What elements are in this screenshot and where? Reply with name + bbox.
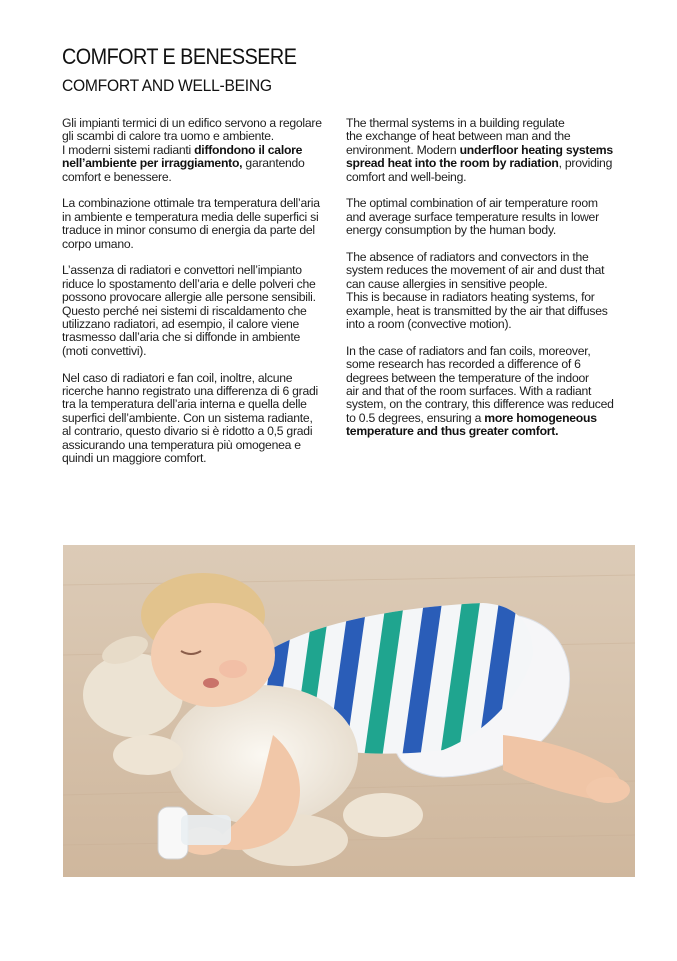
text-line: degrees between the temperature of the indoor	[346, 370, 589, 385]
text-line: traduce in minor consumo di energia da parte del	[62, 223, 315, 238]
text-line: example, heat is transmitted by the air that diffuses	[346, 303, 608, 318]
text-line: I moderni sistemi radianti diffondono il calore	[62, 142, 303, 157]
photo-illustration	[63, 545, 635, 877]
text-line: comfort and well-being.	[346, 169, 467, 184]
english-paragraph-1	[346, 117, 616, 184]
text-line: In the case of radiators and fan coils, moreover,	[346, 343, 591, 358]
italian-paragraph-3	[62, 264, 334, 358]
text-line: assicurando una temperatura più omogenea e	[62, 437, 301, 452]
text-line: L’assenza di radiatori e convettori nell’impianto	[62, 263, 302, 278]
page-title-english: COMFORT AND WELL-BEING	[62, 76, 272, 95]
text-line: system reduces the movement of air and dust that	[346, 263, 605, 278]
italian-paragraph-1	[62, 117, 334, 184]
text-line: superfici dell’ambiente. Con un sistema radiante,	[62, 410, 313, 425]
text-line: La combinazione ottimale tra temperatura dell’aria	[62, 196, 320, 211]
italian-column	[62, 117, 334, 479]
text-line: environment. Modern underfloor heating systems	[346, 142, 613, 157]
italian-paragraph-2	[62, 197, 334, 251]
text-line: Questo perché nei sistemi di riscaldamento che	[62, 303, 307, 318]
text-line: system, on the contrary, this difference was reduced	[346, 397, 614, 412]
text-line: gli scambi di calore tra uomo e ambiente.	[62, 129, 274, 144]
text-line: (moti convettivi).	[62, 343, 147, 358]
text-line: temperature and thus greater comfort.	[346, 424, 559, 439]
mouth	[203, 678, 219, 688]
text-line: the exchange of heat between man and the	[346, 129, 571, 144]
child-face	[151, 603, 275, 707]
text-line: air and that of the room surfaces. With a radiant	[346, 384, 592, 399]
text-line: spread heat into the room by radiation, providing	[346, 156, 613, 171]
italian-paragraph-4	[62, 372, 334, 466]
text-line: riduce lo spostamento dell’aria e delle polveri che	[62, 276, 316, 291]
plush-sheep-leg	[343, 793, 423, 837]
text-line: to 0.5 degrees, ensuring a more homogeneous	[346, 410, 597, 425]
english-column	[346, 117, 616, 452]
text-line: ricerche hanno registrato una differenza di 6 gradi	[62, 384, 318, 399]
text-line: some research has recorded a difference of 6	[346, 357, 581, 372]
text-line: into a room (convective motion).	[346, 317, 512, 332]
english-paragraph-3	[346, 251, 616, 331]
text-line: quindi un maggiore comfort.	[62, 451, 207, 466]
text-line: possono provocare allergie alle persone sensibili.	[62, 290, 316, 305]
text-line: comfort e benessere.	[62, 169, 172, 184]
text-line: tra la temperatura dell’aria interna e quella delle	[62, 397, 307, 412]
text-line: This is because in radiators heating systems, for	[346, 290, 595, 305]
plush-sheep-leg	[113, 735, 183, 775]
english-paragraph-4	[346, 345, 616, 439]
text-line: nell’ambiente per irraggiamento, garantendo	[62, 156, 305, 171]
text-line: corpo umano.	[62, 236, 134, 251]
text-line: Gli impianti termici di un edifico servono a regolare	[62, 116, 322, 130]
text-line: The optimal combination of air temperature room	[346, 196, 598, 211]
text-line: The thermal systems in a building regulate	[346, 116, 565, 130]
text-line: can cause allergies in sensitive people.	[346, 276, 548, 291]
text-line: in ambiente e temperatura media delle superfici si	[62, 209, 319, 224]
text-line: The absence of radiators and convectors in the	[346, 250, 589, 265]
english-paragraph-2	[346, 197, 616, 237]
text-line: and average surface temperature results in lower	[346, 209, 599, 224]
text-line: utilizzano radiatori, ad esempio, il calore viene	[62, 317, 300, 332]
text-line: al contrario, questo divario si è ridotto a 0,5 gradi	[62, 424, 313, 439]
text-line: Nel caso di radiatori e fan coil, inoltre, alcune	[62, 370, 293, 385]
foot	[586, 777, 630, 803]
text-line: trasmesso dall’aria che si diffonde in ambiente	[62, 330, 301, 345]
sleeping-child-photo	[63, 545, 635, 877]
page-title-italian: COMFORT E BENESSERE	[62, 44, 297, 69]
cheek	[219, 660, 247, 678]
text-line: energy consumption by the human body.	[346, 223, 557, 238]
